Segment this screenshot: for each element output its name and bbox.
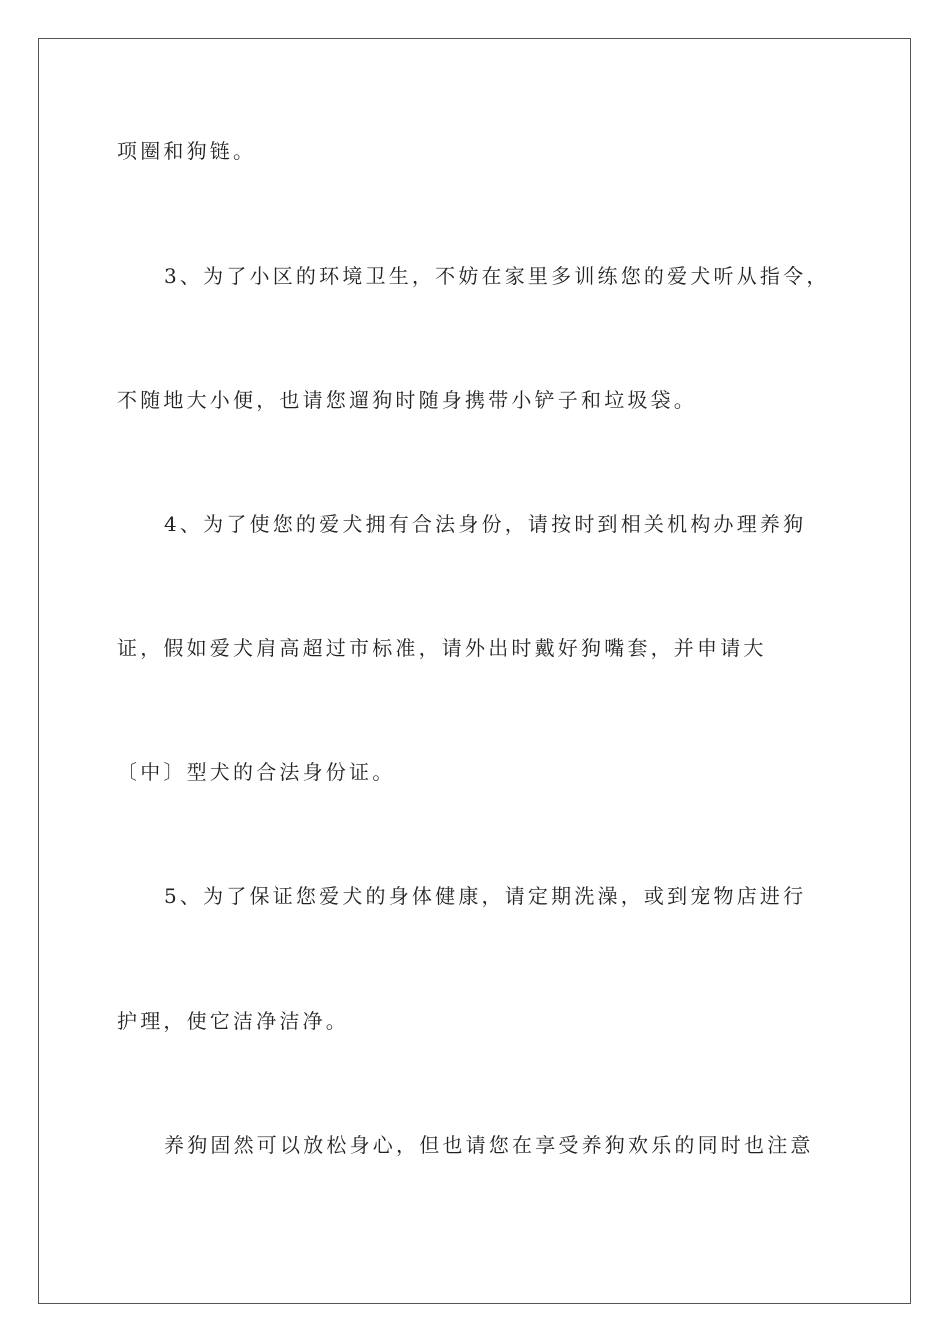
text-line: 证，假如爱犬肩高超过市标准，请外出时戴好狗嘴套，并申请大 [117, 636, 767, 660]
text-line: 〔中〕型犬的合法身份证。 [117, 760, 396, 784]
text-line: 养狗固然可以放松身心，但也请您在享受养狗欢乐的同时也注意 [164, 1133, 814, 1157]
text-line: 5、为了保证您爱犬的身体健康，请定期洗澡，或到宠物店进行 [164, 884, 807, 908]
text-line: 3、为了小区的环境卫生，不妨在家里多训练您的爱犬听从指令， [164, 264, 830, 288]
text-line: 护理，使它洁净洁净。 [117, 1009, 349, 1033]
text-line: 4、为了使您的爱犬拥有合法身份，请按时到相关机构办理养狗 [164, 512, 807, 536]
page-border [38, 38, 911, 1304]
text-line: 项圈和狗链。 [117, 139, 257, 163]
text-line: 不随地大小便，也请您遛狗时随身携带小铲子和垃圾袋。 [117, 388, 697, 412]
